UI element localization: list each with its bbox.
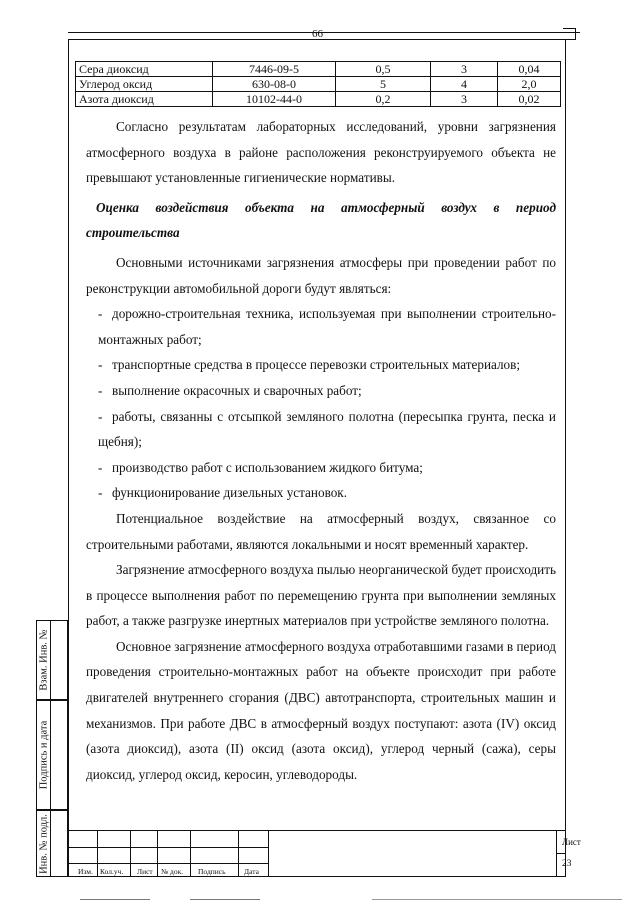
- paragraph: Основное загрязнение атмосферного воздуха отработавшими газами в период проведения строительно-монтажных работ на объекте происходит при работе двигателей внутреннего сгорания (ДВС) автотранспорта, строительных машин и механизмов. При работе ДВС в атмосферный воздух поступают: азота (IV) оксид (азота диоксид), азота (II) оксид (азота оксид), углерод черный (сажа), серы диоксид, углерод оксид, керосин, углеводороды.: [86, 638, 556, 782]
- substance-table: [75, 61, 561, 107]
- sheet-label: Лист: [562, 837, 581, 847]
- paragraph: Основными источниками загрязнения атмосферы при проведении работ по реконструкции автомобильной дороги будут являться:: [86, 254, 556, 296]
- table-row: [76, 92, 561, 107]
- table-cell: 0,02: [498, 92, 561, 107]
- table-cell: Углерод оксид: [76, 77, 213, 92]
- title-block-label: Дата: [244, 867, 259, 876]
- side-stamp-vzam: [36, 620, 68, 700]
- side-stamp-podpis: [36, 700, 68, 810]
- page-number: 66: [312, 28, 323, 40]
- side-stamp-label: Инв. № подл.: [38, 813, 49, 874]
- table-cell: 2,0: [498, 77, 561, 92]
- scan-artifact-line: [372, 899, 622, 900]
- section-heading: Оценка воздействия объекта на атмосферный воздух в период строительства: [86, 199, 556, 241]
- list-item-text: дорожно-строительная техника, используемая при выполнении строительно-монтажных работ;: [98, 306, 556, 347]
- table-cell: 0,04: [498, 62, 561, 77]
- title-block-label: Изм.: [78, 867, 93, 876]
- table-cell: 3: [431, 92, 498, 107]
- list-item: [86, 352, 556, 378]
- side-stamp-inv: [36, 810, 68, 877]
- paragraph: Согласно результатам лабораторных исследований, уровни загрязнения атмосферного воздуха в районе расположения реконструируемого объекта не превышают установленные гигиенические нормативы.: [86, 119, 556, 186]
- side-stamp-label: Подпись и дата: [38, 720, 49, 790]
- table-cell: 5: [336, 77, 431, 92]
- paragraph: Загрязнение атмосферного воздуха пылью неорганической будет происходить в процессе выполнения работ по перемещению грунта при выполнении земляных работ, а также разгрузке инертных материалов при устройстве земляного полотна.: [86, 562, 556, 629]
- list-item: [86, 404, 556, 455]
- list-marker: -: [98, 382, 103, 398]
- title-block-row-line: [556, 853, 566, 854]
- list-item-text: выполнение окрасочных и сварочных работ;: [112, 382, 362, 398]
- side-stamp-label: Взам. Инв. №: [38, 629, 49, 691]
- table-cell: 4: [431, 77, 498, 92]
- scan-artifact-line: [80, 899, 150, 900]
- list-item-text: работы, связанны с отсыпкой земляного полотна (пересыпка грунта, песка и щебня);: [98, 408, 556, 450]
- title-block-col-line: [130, 830, 131, 877]
- list-item-text: функционирование дизельных установок.: [112, 485, 347, 501]
- title-block-label: № док.: [161, 867, 184, 876]
- paragraph: Потенциальное воздействие на атмосферный воздух, связанное со строительными работами, являются локальными и носят временный характер.: [86, 510, 556, 552]
- title-block-col-line: [157, 830, 158, 877]
- table-cell: 0,2: [336, 92, 431, 107]
- list-marker: -: [98, 306, 103, 322]
- list-item-text: производство работ с использованием жидкого битума;: [112, 459, 423, 475]
- list-item: [86, 301, 556, 352]
- table-cell: 3: [431, 62, 498, 77]
- list-marker: -: [98, 357, 103, 373]
- title-block-label: Кол.уч.: [100, 867, 124, 876]
- document-body: [86, 114, 556, 787]
- sheet-number: 23: [562, 859, 572, 869]
- list-item: [86, 455, 556, 481]
- table-cell: 7446-09-5: [213, 62, 336, 77]
- title-block-top-line: [68, 830, 566, 831]
- table-cell: 0,5: [336, 62, 431, 77]
- table-row: [76, 62, 561, 77]
- table-cell: Сера диоксид: [76, 62, 213, 77]
- title-block-col-line: [190, 830, 191, 877]
- title-block-col-line: [97, 830, 98, 877]
- list-marker: -: [98, 408, 103, 424]
- title-block-col-line: [238, 830, 239, 877]
- list-item: [86, 480, 556, 506]
- scan-artifact-line: [190, 899, 260, 900]
- title-block-label: Лист: [137, 867, 153, 876]
- list-marker: -: [98, 485, 103, 501]
- table-cell: Азота диоксид: [76, 92, 213, 107]
- table-cell: 630-08-0: [213, 77, 336, 92]
- title-block-col-line: [268, 830, 269, 877]
- list-item: [86, 378, 556, 404]
- table-cell: 10102-44-0: [213, 92, 336, 107]
- title-block-label: Подпись: [198, 867, 226, 876]
- top-border-line: [68, 32, 580, 33]
- list-item-text: транспортные средства в процессе перевозки строительных материалов;: [112, 357, 521, 373]
- list-marker: -: [98, 459, 103, 475]
- table-row: [76, 77, 561, 92]
